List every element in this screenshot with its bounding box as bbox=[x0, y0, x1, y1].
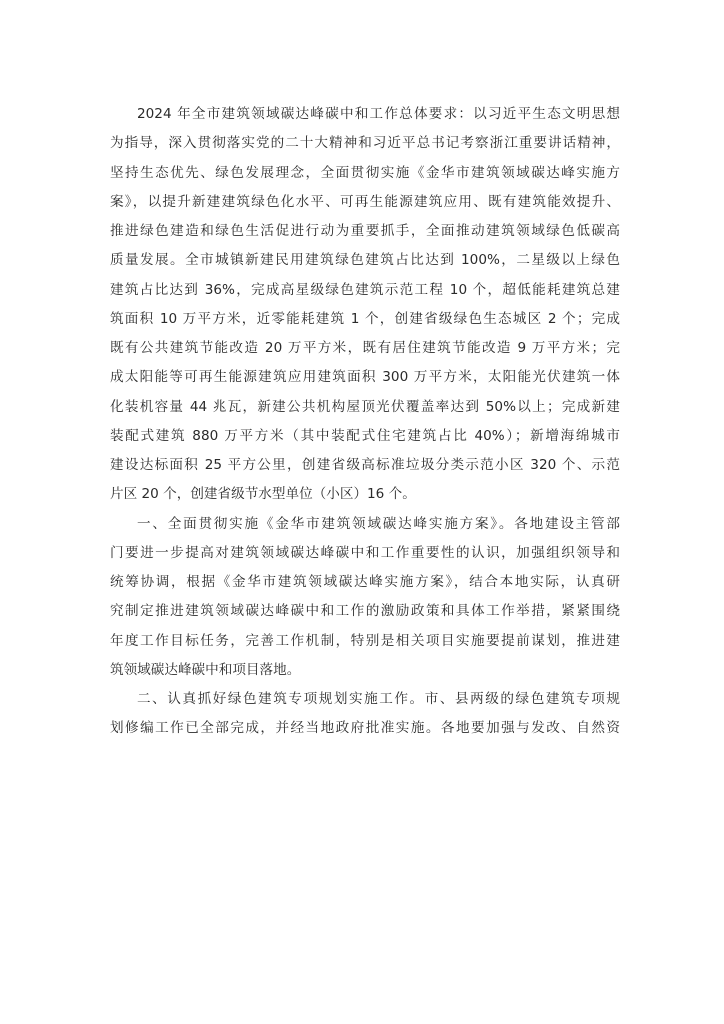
text-line: 筑面积 10 万平方米，近零能耗建筑 1 个，创建省级绿色生态城区 2 个；完成 bbox=[110, 310, 620, 327]
text-line: 一、全面贯彻实施《金华市建筑领域碳达峰实施方案》。各地建设主管部 bbox=[137, 515, 620, 532]
text-line: 筑领域碳达峰碳中和项目落地。 bbox=[110, 661, 301, 678]
paragraph-overall-requirements bbox=[110, 100, 620, 510]
text-line: 建筑占比达到 36%，完成高星级绿色建筑示范工程 10 个，超低能耗建筑总建 bbox=[110, 281, 620, 298]
text-line: 案》，以提升新建建筑绿色化水平、可再生能源建筑应用、既有建筑能效提升、 bbox=[110, 193, 620, 210]
text-line: 成太阳能等可再生能源建筑应用建筑面积 300 万平方米，太阳能光伏建筑一体 bbox=[110, 369, 620, 386]
text-line: 二、认真抓好绿色建筑专项规划实施工作。市、县两级的绿色建筑专项规 bbox=[137, 691, 620, 707]
text-line: 究制定推进建筑领域碳达峰碳中和工作的激励政策和具体工作举措，紧紧围绕 bbox=[110, 603, 620, 620]
text-line: 坚持生态优先、绿色发展理念，全面贯彻实施《金华市建筑领域碳达峰实施方 bbox=[110, 164, 620, 181]
text-line: 化装机容量 44 兆瓦，新建公共机构屋顶光伏覆盖率达到 50%以上；完成新建 bbox=[110, 398, 620, 415]
paragraph-section-two bbox=[110, 685, 620, 744]
text-line: 2024 年全市建筑领域碳达峰碳中和工作总体要求：以习近平生态文明思想 bbox=[137, 106, 620, 122]
text-line: 推进绿色建造和绿色生活促进行动为重要抓手，全面推动建筑领域绿色低碳高 bbox=[110, 223, 620, 239]
text-line: 既有公共建筑节能改造 20 万平方米，既有居住建筑节能改造 9 万平方米；完 bbox=[110, 340, 620, 356]
text-line: 划修编工作已全部完成，并经当地政府批准实施。各地要加强与发改、自然资 bbox=[110, 720, 620, 737]
text-line: 门要进一步提高对建筑领域碳达峰碳中和工作重要性的认识，加强组织领导和 bbox=[110, 544, 620, 561]
text-line: 为指导，深入贯彻落实党的二十大精神和习近平总书记考察浙江重要讲话精神， bbox=[110, 135, 620, 152]
text-line: 装配式建筑 880 万平方米（其中装配式住宅建筑占比 40%）；新增海绵城市 bbox=[110, 427, 620, 444]
text-line: 质量发展。全市城镇新建民用建筑绿色建筑占比达到 100%，二星级以上绿色 bbox=[110, 252, 620, 269]
text-line: 统筹协调，根据《金华市建筑领域碳达峰实施方案》，结合本地实际，认真研 bbox=[110, 574, 620, 590]
text-line: 片区 20 个，创建省级节水型单位（小区）16 个。 bbox=[110, 486, 416, 503]
text-line: 年度工作目标任务，完善工作机制，特别是相关项目实施要提前谋划，推进建 bbox=[110, 632, 620, 649]
text-line: 建设达标面积 25 平方公里，创建省级高标准垃圾分类示范小区 320 个、示范 bbox=[110, 457, 620, 473]
paragraph-section-one bbox=[110, 510, 620, 686]
document-body bbox=[110, 100, 620, 744]
